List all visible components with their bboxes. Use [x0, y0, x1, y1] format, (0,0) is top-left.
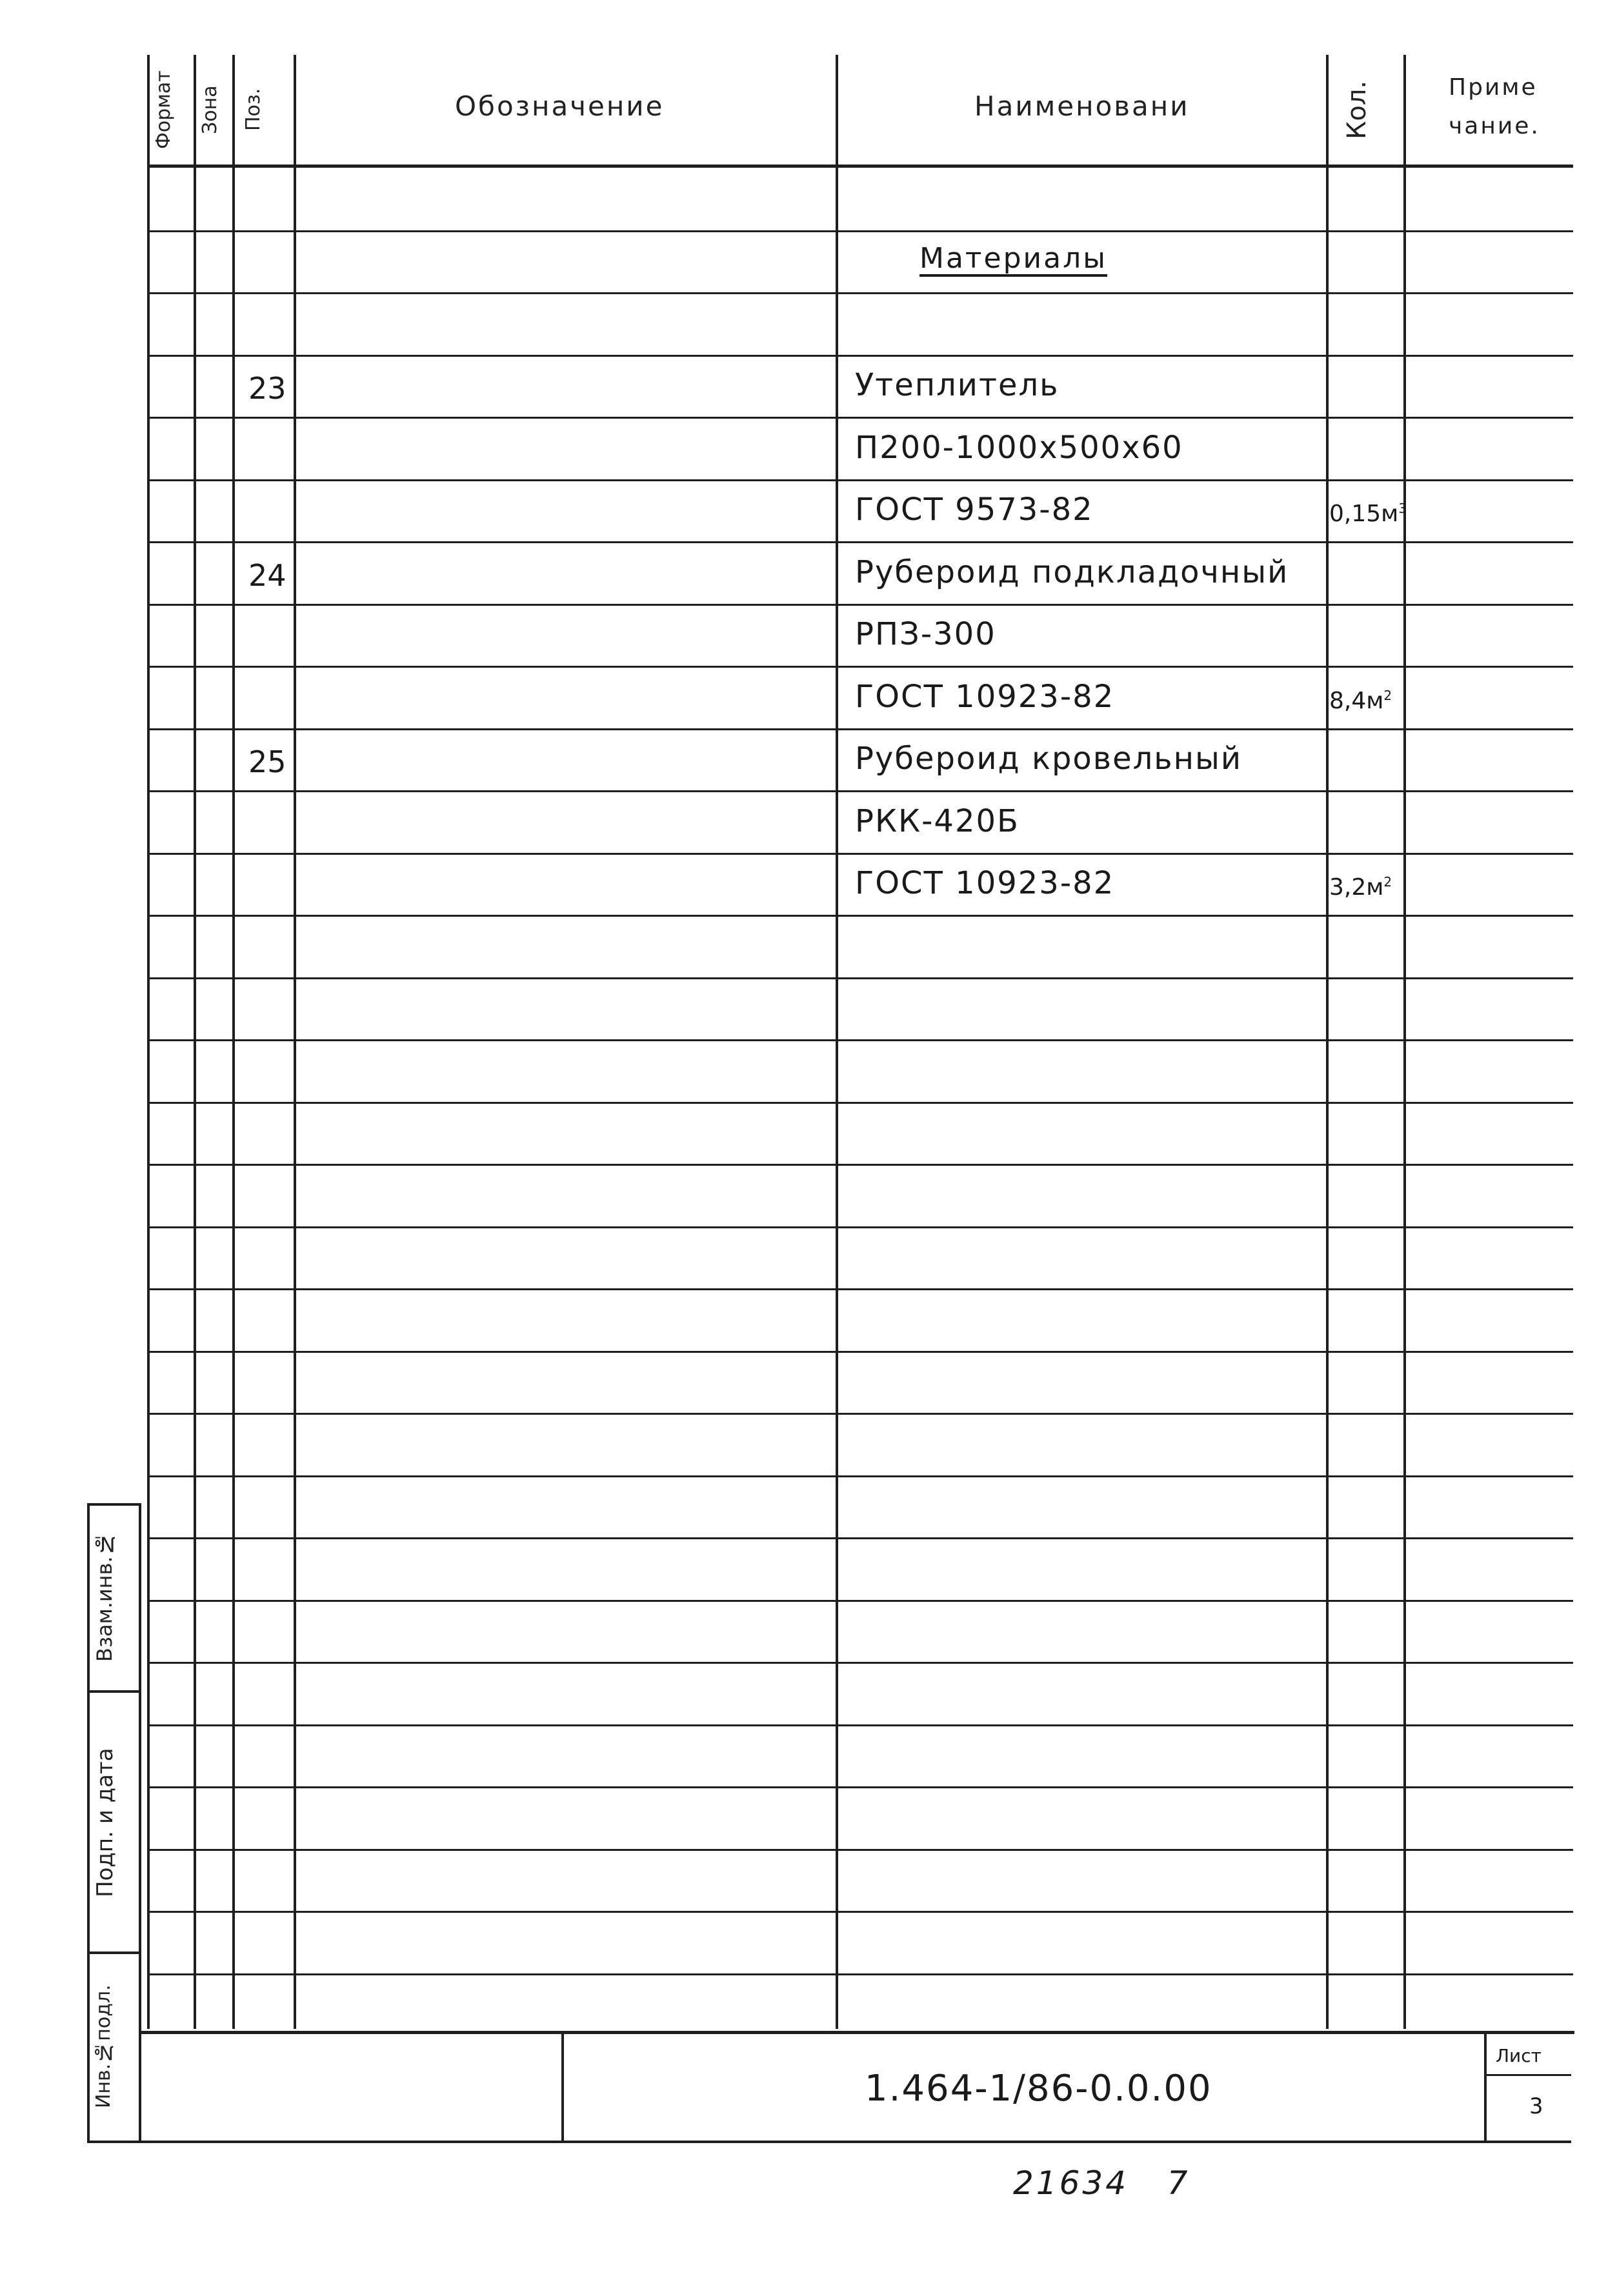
header-name: Наименовани — [974, 90, 1190, 122]
side-stamp-top — [87, 1503, 141, 1506]
grid-row-line — [147, 1786, 1573, 1788]
sheet-label: Лист — [1496, 2045, 1542, 2066]
title-block-sheet-line — [1484, 2074, 1571, 2076]
row-name: П200-1000х500х60 — [855, 430, 1183, 466]
grid-row-line — [147, 292, 1573, 294]
header-note-line1: Приме — [1449, 74, 1538, 101]
grid-row-line — [147, 1724, 1573, 1726]
row-qty-value: 8,4м — [1329, 688, 1384, 714]
grid-row-line — [147, 1413, 1573, 1415]
grid-header-bottom — [147, 165, 1573, 168]
row-qty — [1329, 874, 1392, 901]
grid-row-line — [147, 853, 1573, 855]
grid-vline-designation — [836, 55, 838, 2029]
row-pos: 24 — [248, 558, 286, 593]
side-label-sign-date: Подп. и дата — [92, 1748, 118, 1897]
grid-vline-pos — [294, 55, 296, 2029]
section-title: Материалы — [919, 242, 1107, 275]
row-name: Рубероид кровельный — [855, 741, 1243, 777]
title-block-top — [139, 2031, 1574, 2034]
grid-row-line — [147, 915, 1573, 917]
side-label-replace-inv: Взам.инв.№ — [92, 1532, 117, 1662]
row-qty — [1329, 688, 1392, 714]
row-pos: 25 — [248, 744, 286, 779]
document-code: 1.464-1/86-0.0.00 — [865, 2068, 1212, 2110]
row-qty — [1329, 501, 1407, 527]
header-note-line2: чание. — [1449, 113, 1540, 139]
grid-row-line — [147, 1537, 1573, 1539]
grid-vline-left — [147, 55, 150, 2029]
row-name: ГОСТ 10923-82 — [855, 865, 1115, 901]
grid-vline-zone — [232, 55, 235, 2029]
header-pos: Поз. — [242, 88, 265, 132]
row-qty-value: 0,15м — [1329, 501, 1399, 527]
grid-row-line — [147, 1911, 1573, 1913]
row-name: РКК-420Б — [855, 803, 1019, 839]
grid-row-line — [147, 1662, 1573, 1664]
grid-vline-qty — [1403, 55, 1406, 2029]
grid-row-line — [147, 1226, 1573, 1228]
header-qty: Кол. — [1342, 80, 1372, 139]
row-name: ГОСТ 9573-82 — [855, 492, 1094, 528]
grid-row-line — [147, 541, 1573, 543]
row-name: ГОСТ 10923-82 — [855, 679, 1115, 715]
grid-row-line — [147, 728, 1573, 730]
grid-row-line — [147, 479, 1573, 481]
grid-row-line — [147, 1164, 1573, 1166]
row-name: Утеплитель — [855, 367, 1060, 403]
grid-row-line — [147, 1600, 1573, 1602]
title-block-sheet-divider — [1484, 2031, 1487, 2142]
side-stamp-div1 — [87, 1690, 141, 1693]
side-stamp-outer — [87, 1503, 90, 2142]
side-label-inv-orig: Инв.№подл. — [92, 1984, 115, 2109]
row-qty-unit-power: 2 — [1383, 874, 1392, 890]
row-pos: 23 — [248, 371, 286, 406]
grid-vline-format — [194, 55, 196, 2029]
header-designation: Обозначение — [455, 90, 665, 122]
title-block-divider — [561, 2031, 564, 2142]
row-name: РПЗ-300 — [855, 616, 996, 652]
sheet-number: 3 — [1529, 2093, 1543, 2119]
grid-row-line — [147, 604, 1573, 606]
grid-row-line — [147, 1039, 1573, 1041]
header-format: Формат — [152, 70, 175, 149]
grid-row-line — [147, 666, 1573, 668]
grid-row-line — [147, 1351, 1573, 1353]
side-stamp-bottom — [87, 2141, 1571, 2143]
row-qty-unit-power: 3 — [1398, 501, 1407, 516]
grid-row-line — [147, 417, 1573, 419]
grid-row-line — [147, 1849, 1573, 1851]
grid-row-line — [147, 355, 1573, 357]
row-qty-value: 3,2м — [1329, 874, 1384, 901]
grid-vline-name — [1326, 55, 1329, 2029]
grid-row-line — [147, 790, 1573, 792]
grid-row-line — [147, 1475, 1573, 1477]
row-name: Рубероид подкладочный — [855, 554, 1289, 590]
side-stamp-div2 — [87, 1952, 141, 1954]
grid-row-line — [147, 1973, 1573, 1975]
footer-note: 21634 7 — [1013, 2164, 1190, 2202]
grid-row-line — [147, 1288, 1573, 1290]
grid-row-line — [147, 977, 1573, 979]
side-stamp-inner — [139, 1503, 141, 2142]
header-zone: Зона — [199, 85, 221, 134]
grid-row-line — [147, 230, 1573, 232]
grid-row-line — [147, 1102, 1573, 1104]
row-qty-unit-power: 2 — [1383, 688, 1392, 703]
